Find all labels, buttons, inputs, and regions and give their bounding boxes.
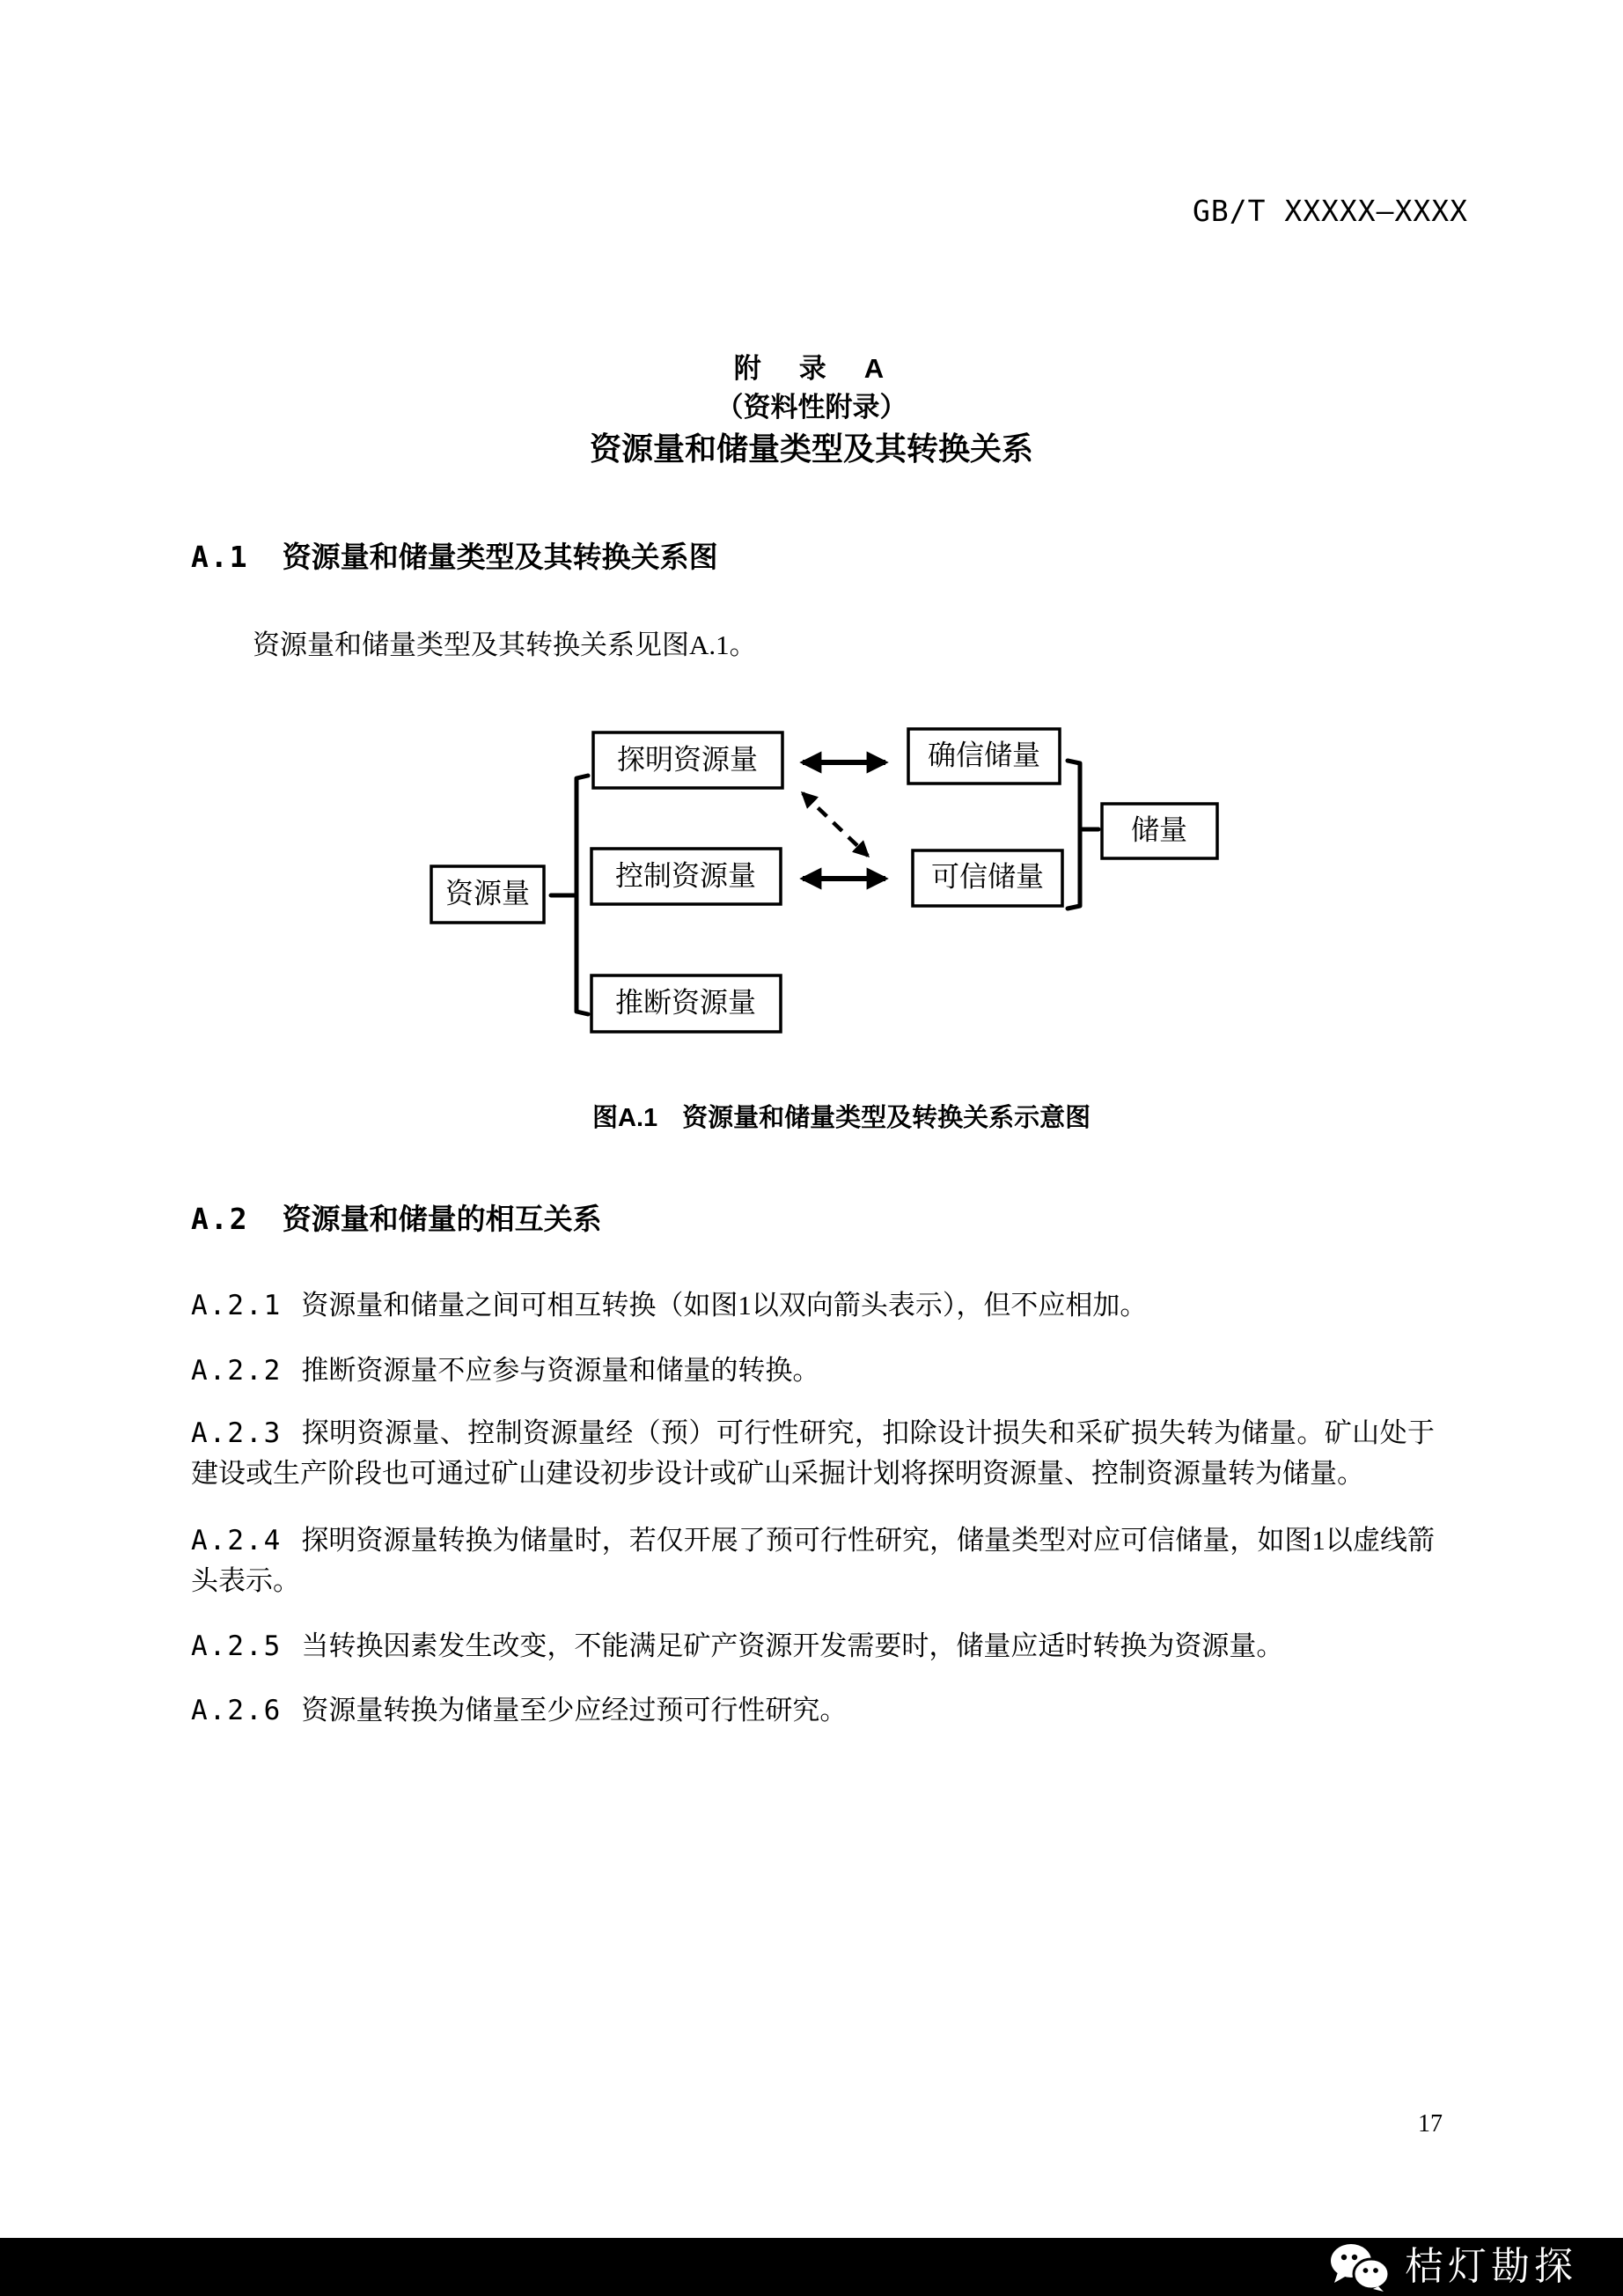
clause-a2-1-number: A.2.1 bbox=[191, 1290, 283, 1321]
section-a1-heading bbox=[191, 537, 1435, 578]
node-reserves bbox=[1102, 804, 1217, 858]
clause-a2-4-text: 探明资源量转换为储量时，若仅开展了预可行性研究，储量类型对应可信储量，如图1以虚线箭头表示。 bbox=[191, 1525, 1435, 1596]
svg-text:可信储量: 可信储量 bbox=[930, 860, 1045, 893]
section-a1-number: A.1 bbox=[191, 540, 249, 574]
node-proved-reserves bbox=[908, 729, 1060, 784]
section-a2-heading-text: 资源量和储量的相互关系 bbox=[282, 1203, 602, 1235]
clause-a2-2-number: A.2.2 bbox=[191, 1355, 283, 1387]
appendix-subtitle: （资料性附录） bbox=[716, 392, 907, 423]
clause-a2-3 bbox=[191, 1413, 1435, 1494]
footer-bar bbox=[0, 2238, 1623, 2296]
clause-a2-1 bbox=[191, 1285, 1435, 1326]
svg-text:资源量: 资源量 bbox=[444, 877, 531, 909]
node-inferred-resources bbox=[591, 975, 781, 1032]
clause-a2-3-text: 探明资源量、控制资源量经（预）可行性研究，扣除设计损失和采矿损失转为储量。矿山处于建设或生产阶段也可通过矿山建设初步设计或矿山采掘计划将探明资源量、控制资源量转为储量。 bbox=[191, 1417, 1435, 1489]
right-bracket bbox=[1068, 761, 1098, 909]
clause-a2-6 bbox=[191, 1690, 1435, 1731]
clause-a2-5-text: 当转换因素发生改变，不能满足矿产资源开发需要时，储量应适时转换为资源量。 bbox=[301, 1630, 1284, 1661]
clause-a2-5 bbox=[191, 1626, 1435, 1667]
node-measured-resources bbox=[593, 732, 782, 788]
svg-text:确信储量: 确信储量 bbox=[927, 739, 1041, 771]
clause-a2-2 bbox=[191, 1350, 1435, 1391]
figure-caption bbox=[592, 1100, 1091, 1137]
clause-a2-6-number: A.2.6 bbox=[191, 1695, 283, 1726]
standard-code-header: GB/T XXXXX—XXXX bbox=[1192, 194, 1468, 228]
page-number: 17 bbox=[1418, 2110, 1443, 2138]
wechat-icon bbox=[1327, 2242, 1392, 2292]
node-resources bbox=[431, 866, 544, 923]
section-a2-number: A.2 bbox=[191, 1202, 249, 1236]
clause-a2-4 bbox=[191, 1520, 1435, 1601]
arrow-measured-probable-dashed bbox=[803, 793, 868, 856]
section-a1-heading-text: 资源量和储量类型及其转换关系图 bbox=[282, 541, 718, 573]
clause-a2-3-number: A.2.3 bbox=[191, 1417, 283, 1449]
svg-text:推断资源量: 推断资源量 bbox=[614, 986, 757, 1019]
svg-text:储量: 储量 bbox=[1130, 813, 1188, 846]
clause-a2-2-text: 推断资源量不应参与资源量和储量的转换。 bbox=[301, 1355, 820, 1386]
section-a1-intro: 资源量和储量类型及其转换关系见图A.1。 bbox=[253, 629, 757, 660]
appendix-title: 附 录 A bbox=[733, 353, 890, 384]
section-a2-heading bbox=[191, 1199, 1435, 1240]
node-probable-reserves bbox=[913, 850, 1062, 906]
clause-a2-6-text: 资源量转换为储量至少应经过预可行性研究。 bbox=[301, 1695, 848, 1726]
clause-a2-4-number: A.2.4 bbox=[191, 1525, 283, 1556]
clause-a2-1-text: 资源量和储量之间可相互转换（如图1以双向箭头表示），但不应相加。 bbox=[301, 1290, 1148, 1321]
node-indicated-resources bbox=[591, 849, 781, 904]
watermark bbox=[1327, 2242, 1577, 2292]
left-bracket bbox=[551, 776, 588, 1014]
watermark-brand: 桔灯勘探 bbox=[1405, 2245, 1577, 2288]
figure-a1-diagram bbox=[396, 704, 1232, 1056]
figure-caption-number: 图A.1 bbox=[592, 1104, 658, 1132]
appendix-main-title: 资源量和储量类型及其转换关系 bbox=[589, 430, 1033, 467]
svg-text:探明资源量: 探明资源量 bbox=[616, 743, 759, 776]
figure-caption-text: 资源量和储量类型及转换关系示意图 bbox=[682, 1104, 1091, 1132]
clause-a2-5-number: A.2.5 bbox=[191, 1630, 283, 1662]
svg-text:控制资源量: 控制资源量 bbox=[614, 859, 757, 892]
